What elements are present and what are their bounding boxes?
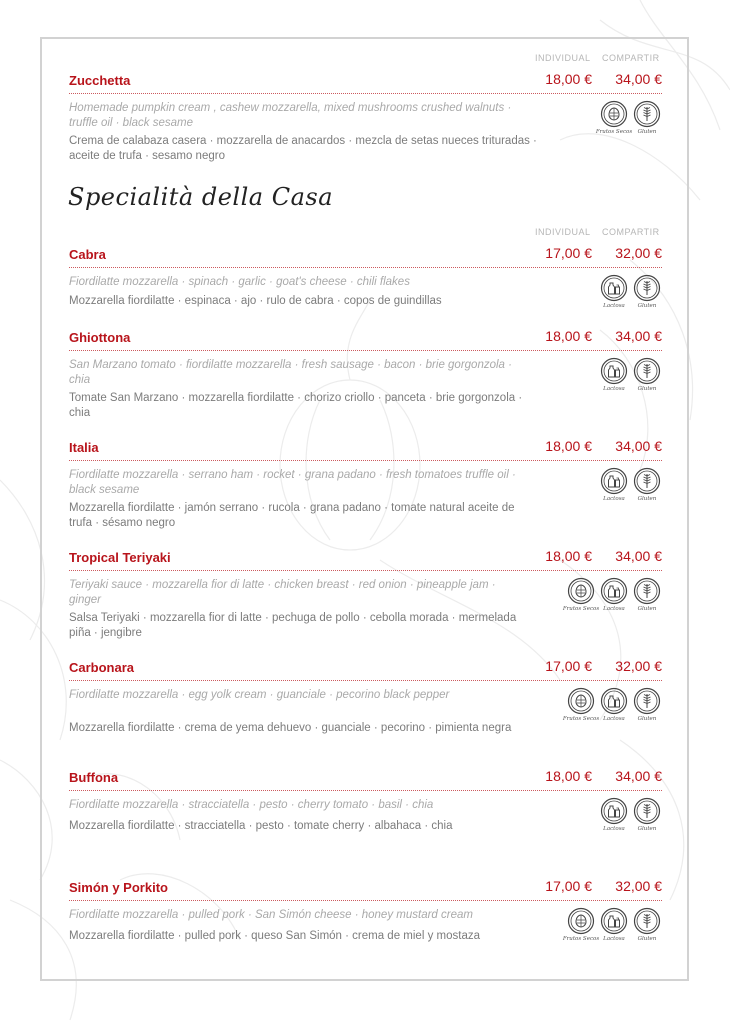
- price-individual: 18,00 €: [545, 71, 592, 87]
- price-share: 34,00 €: [615, 768, 662, 784]
- menu-item-buffona: [69, 770, 662, 840]
- price-individual: 18,00 €: [545, 548, 592, 564]
- price-share: 34,00 €: [615, 548, 662, 564]
- item-name: Italia: [69, 440, 99, 455]
- dotted-rule: [69, 267, 662, 268]
- description-en: Fiordilatte mozzarella · serrano ham · rocket · grana padano · fresh tomatoes truffle oil · black sesame: [69, 469, 516, 496]
- dotted-rule: [69, 900, 662, 901]
- gluten-allergen-icon: [632, 687, 662, 727]
- allergen-label: Frutos Secos: [562, 606, 600, 612]
- menu-item-simon-y-porkito: [69, 880, 662, 950]
- nuts-allergen-icon: [562, 907, 600, 947]
- description-es: Mozzarella fiordilatte · stracciatella · pesto · tomate cherry · albahaca · chia: [69, 820, 453, 832]
- gluten-allergen-icon: [632, 100, 662, 140]
- description-es: Crema de calabaza casera · mozzarella de anacardos · mezcla de setas nueces trituradas · aceite de trufa · sesamo negro: [69, 135, 537, 162]
- allergen-label: Lactosa: [603, 936, 625, 942]
- allergen-label: Gluten: [637, 129, 657, 135]
- description-en: San Marzano tomato · fiordilatte mozzarella · fresh sausage · bacon · brie gorgonzola · chia: [69, 359, 512, 386]
- menu-item-carbonara: [69, 660, 662, 750]
- allergen-label: Frutos Secos: [562, 936, 600, 942]
- column-header-share: COMPARTIR: [602, 53, 660, 63]
- lactose-allergen-icon: [599, 687, 629, 727]
- gluten-allergen-icon: [632, 907, 662, 947]
- column-header-individual: INDIVIDUAL: [535, 227, 591, 237]
- lactose-allergen-icon: [599, 357, 629, 397]
- description-en: Fiordilatte mozzarella · stracciatella · pesto · cherry tomato · basil · chia: [69, 799, 434, 811]
- allergen-icons: [599, 357, 662, 397]
- column-header-share: COMPARTIR: [602, 227, 660, 237]
- allergen-icons: [562, 907, 662, 947]
- item-name: Carbonara: [69, 660, 135, 675]
- item-name: Ghiottona: [69, 330, 131, 345]
- menu-item-tropical-teriyaki: [69, 550, 662, 640]
- price-individual: 17,00 €: [545, 878, 592, 894]
- description-es: Mozzarella fiordilatte · pulled pork · queso San Simón · crema de miel y mostaza: [69, 930, 480, 942]
- menu-item-zucchetta: [69, 73, 662, 163]
- description-es: Tomate San Marzano · mozzarella fiordilatte · chorizo criollo · panceta · brie gorgonzola · chia: [69, 392, 523, 419]
- item-name: Tropical Teriyaki: [69, 550, 171, 565]
- price-individual: 18,00 €: [545, 768, 592, 784]
- nuts-allergen-icon: [562, 687, 600, 727]
- allergen-icons: [599, 274, 662, 314]
- gluten-allergen-icon: [632, 467, 662, 507]
- allergen-label: Lactosa: [603, 303, 625, 309]
- dotted-rule: [69, 460, 662, 461]
- description-en: Teriyaki sauce · mozzarella fior di latte · chicken breast · red onion · pineapple jam · ginger: [69, 579, 496, 606]
- price-share: 32,00 €: [615, 245, 662, 261]
- lactose-allergen-icon: [599, 467, 629, 507]
- allergen-label: Gluten: [637, 716, 657, 722]
- dotted-rule: [69, 680, 662, 681]
- item-name: Buffona: [69, 770, 119, 785]
- allergen-icons: [599, 467, 662, 507]
- price-individual: 17,00 €: [545, 245, 592, 261]
- dotted-rule: [69, 570, 662, 571]
- allergen-label: Gluten: [637, 936, 657, 942]
- description-en: Fiordilatte mozzarella · pulled pork · San Simón cheese · honey mustard cream: [69, 909, 473, 921]
- column-header-individual: INDIVIDUAL: [535, 53, 591, 63]
- description-es: Salsa Teriyaki · mozzarella fior di latte · pechuga de pollo · cebolla morada · mermelada piña · jengibre: [69, 612, 517, 639]
- price-share: 34,00 €: [615, 328, 662, 344]
- lactose-allergen-icon: [599, 797, 629, 837]
- allergen-label: Frutos Secos: [562, 716, 600, 722]
- allergen-icons: [595, 100, 662, 140]
- gluten-allergen-icon: [632, 797, 662, 837]
- allergen-label: Gluten: [637, 303, 657, 309]
- gluten-allergen-icon: [632, 274, 662, 314]
- description-es: Mozzarella fiordilatte · crema de yema dehuevo · guanciale · pecorino · pimienta negra: [69, 722, 512, 734]
- lactose-allergen-icon: [599, 907, 629, 947]
- allergen-label: Gluten: [637, 496, 657, 502]
- item-name: Cabra: [69, 247, 106, 262]
- price-share: 34,00 €: [615, 438, 662, 454]
- allergen-icons: [599, 797, 662, 837]
- lactose-allergen-icon: [599, 274, 629, 314]
- price-share: 32,00 €: [615, 658, 662, 674]
- section-title: Specialità della Casa: [68, 183, 334, 211]
- nuts-allergen-icon: [562, 577, 600, 617]
- lactose-allergen-icon: [599, 577, 629, 617]
- allergen-label: Lactosa: [603, 386, 625, 392]
- allergen-label: Frutos Secos: [595, 129, 633, 135]
- allergen-label: Lactosa: [603, 716, 625, 722]
- dotted-rule: [69, 93, 662, 94]
- description-en: Fiordilatte mozzarella · egg yolk cream · guanciale · pecorino black pepper: [69, 689, 450, 701]
- description-en: Homemade pumpkin cream , cashew mozzarella, mixed mushrooms crushed walnuts · truffle oil · black sesame: [69, 102, 512, 129]
- price-individual: 17,00 €: [545, 658, 592, 674]
- item-name: Simón y Porkito: [69, 880, 168, 895]
- price-share: 32,00 €: [615, 878, 662, 894]
- price-individual: 18,00 €: [545, 328, 592, 344]
- allergen-label: Lactosa: [603, 496, 625, 502]
- description-es: Mozzarella fiordilatte · jamón serrano · rucola · grana padano · tomate natural aceite de trufa · sésamo negro: [69, 502, 515, 529]
- nuts-allergen-icon: [595, 100, 633, 140]
- allergen-label: Lactosa: [603, 606, 625, 612]
- dotted-rule: [69, 350, 662, 351]
- menu-item-cabra: [69, 247, 662, 317]
- description-es: Mozzarella fiordilatte · espinaca · ajo · rulo de cabra · copos de guindillas: [69, 295, 442, 307]
- allergen-label: Lactosa: [603, 826, 625, 832]
- menu-item-italia: [69, 440, 662, 530]
- allergen-label: Gluten: [637, 606, 657, 612]
- price-share: 34,00 €: [615, 71, 662, 87]
- description-en: Fiordilatte mozzarella · spinach · garlic · goat's cheese · chili flakes: [69, 276, 410, 288]
- price-individual: 18,00 €: [545, 438, 592, 454]
- allergen-icons: [562, 577, 662, 617]
- gluten-allergen-icon: [632, 357, 662, 397]
- dotted-rule: [69, 790, 662, 791]
- menu-item-ghiottona: [69, 330, 662, 420]
- gluten-allergen-icon: [632, 577, 662, 617]
- item-name: Zucchetta: [69, 73, 131, 88]
- allergen-label: Gluten: [637, 386, 657, 392]
- allergen-icons: [562, 687, 662, 727]
- allergen-label: Gluten: [637, 826, 657, 832]
